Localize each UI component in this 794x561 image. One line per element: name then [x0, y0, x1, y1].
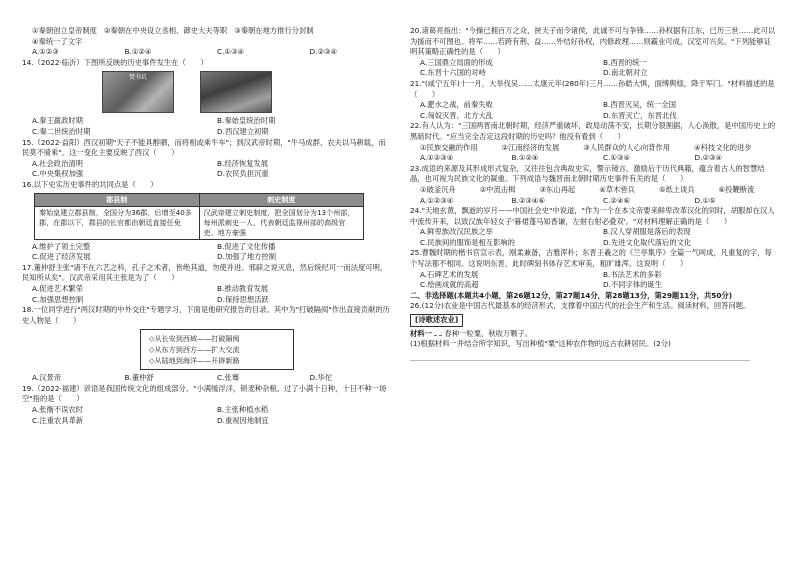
q17-stem: 17.董仲舒主张"诸不在六艺之科，孔子之术者，皆绝其道，勿使并进。邪辟之说灭息，然后统纪可一而法度可明，民知所从矣"。汉武帝采用其主张是为了（ ）	[22, 262, 388, 283]
option-d[interactable]: D.先进文化取代落后的文化	[603, 237, 692, 247]
q14-photo-2	[200, 71, 272, 113]
q20-options	[410, 58, 776, 79]
option-b[interactable]: B.①②④	[511, 153, 539, 163]
option-d[interactable]: D.②③④	[309, 47, 338, 57]
option-a[interactable]: A.石碑艺术的发展	[420, 269, 479, 279]
option-a[interactable]: A.①②③④	[420, 153, 454, 163]
option-a[interactable]: A.张衡不误农时	[32, 405, 83, 415]
option-d[interactable]: D.华佗	[309, 373, 333, 383]
option-b[interactable]: B.经济恢复发展	[217, 158, 269, 168]
q22-options	[410, 153, 776, 164]
question-20	[410, 26, 776, 79]
option-b[interactable]: B.董仲舒	[124, 373, 154, 383]
option-c[interactable]: C.匈奴灭晋，北方大乱	[420, 110, 494, 120]
option-c[interactable]: C.加强思想控制	[32, 294, 84, 304]
option-b[interactable]: B.促进了文化传播	[217, 241, 276, 251]
q19-options	[22, 405, 392, 426]
option-a[interactable]: A.维护了领土完整	[32, 241, 91, 251]
q26-subquestion-1: (1)根据材料一并结合所学知识，写出种植"粟"这种农作物的远古农耕居民。(2分)	[410, 339, 671, 349]
option-a[interactable]: A.①②③④	[420, 195, 454, 205]
option-a[interactable]: A.鲜卑族改汉民族之举	[420, 227, 493, 237]
idiom-item: ③东山再起	[539, 184, 576, 194]
option-b[interactable]: B.西晋的统一	[603, 57, 647, 67]
q16-table	[34, 193, 364, 240]
option-c[interactable]: C.绘画成就的高超	[420, 280, 479, 290]
q21-options	[410, 100, 776, 121]
question-26	[410, 301, 776, 360]
option-a[interactable]: A.淝水之战，前秦失败	[420, 100, 493, 110]
question-24	[410, 206, 776, 248]
option-a[interactable]: A.社会政治清明	[32, 158, 83, 168]
q13-statements-line2: ④秦统一了文字	[32, 36, 83, 46]
statement-item: ④科技文化的进步	[694, 142, 752, 152]
q13-statements-line1: ①秦朝创立皇帝制度 ②秦朝在中央设立丞相、御史大夫等职 ③秦朝在地方推行分封制	[32, 26, 314, 35]
q17-options	[22, 284, 392, 305]
statement-item: ②江南经济的发展	[501, 142, 560, 152]
option-d[interactable]: D.西汉建立初期	[217, 126, 269, 136]
question-17	[22, 263, 392, 305]
option-b[interactable]: B.秦始皇统治时期	[217, 116, 276, 126]
option-d[interactable]: D.东晋灭亡，东晋北伐	[603, 110, 677, 120]
q14-options	[22, 116, 392, 137]
q26-stem: 26.(12分)农业是中国古代最基本的经济形式，支撑着中国古代的社会生产和生活。阅读材料，回答问题。	[410, 301, 751, 311]
option-a[interactable]: A.三国鼎立局面的形成	[420, 57, 493, 67]
question-18	[22, 305, 392, 384]
q25-options	[410, 270, 776, 291]
q26-material	[410, 329, 776, 340]
question-23	[410, 164, 776, 206]
option-c[interactable]: C.注重农具革新	[32, 415, 84, 425]
option-b[interactable]: B.②③④⑥	[511, 195, 545, 205]
question-22	[410, 121, 776, 163]
option-a[interactable]: A.①②③	[32, 47, 59, 57]
question-19	[22, 384, 392, 426]
material-label: 材料一	[410, 328, 432, 338]
left-column	[22, 26, 392, 426]
option-b[interactable]: B.①②④	[124, 47, 152, 57]
option-c[interactable]: C.民族间的服饰是相互影响的	[420, 237, 515, 247]
q20-stem: 20.诸葛亮指出："今操已拥百万之众，挟天子而令诸侯，此诚不可与争锋……孙权据有江东，已历三世……此可以为援而不可图也。将军……若跨有荆、益……外结好孙权，内修政理……则霸业可成，汉室可兴矣。"下列能够证明其策略正确性的是（ ）	[410, 26, 776, 57]
contents-item: ◇从东方到西方——扩大交流	[149, 345, 240, 355]
option-c[interactable]: C.促进了经济发展	[32, 252, 91, 262]
q15-options	[22, 159, 392, 180]
idiom-item: ④草木皆兵	[599, 184, 635, 194]
option-d[interactable]: D.农民负担沉重	[217, 169, 269, 179]
question-21	[410, 79, 776, 121]
q22-statements	[410, 143, 776, 154]
table-header-cell: 刺史制度	[199, 193, 364, 206]
q18-contents-box	[140, 329, 294, 370]
question-13-tail	[22, 26, 392, 58]
q25-stem: 25.曹魏时期的楷书官宣示表，刚柔兼备，古雅浑朴；东晋王羲之的《兰亭集序》全篇一气呵成，凡重复的字，每个写法都不相同。这说明东晋，此时碑刻书体存艺术审美，粗旷雄浑。这说明（ ）	[410, 248, 772, 269]
q24-stem: 24."天地玄黄，飘逝的岁月——中国社会史"中说道，"作为一个在本文帝要来鲜卑改革汉化的同时，胡服却在汉人中流传开来，以致汉族年轻女子'暮裙蓬马知香谦，左射右射必叠双'。"对材料理解正确的是（ ）	[410, 206, 775, 226]
q22-stem: 22.有人认为："三国两晋南北朝时期，经济严重破坏，政局动荡不安，长期分裂割据，人心涣散，是中国历史上的黑暗时代。"应当完全否定这段时期的历史吗？他没有看到（ ）	[410, 121, 776, 141]
option-c[interactable]: C.张骞	[217, 373, 240, 383]
q15-stem: 15.（2022·益阳）西汉初期"天子不能具醇驷，而将相或乘牛车"；到汉武帝时期，"牛马成群，农夫以马耕载，而民莫不骑乘"。这一变化主要反映了西汉（ ）	[22, 137, 386, 158]
contents-item: ◇从长安到西域——打破隔阂	[149, 334, 240, 344]
option-a[interactable]: A.促进艺术繁荣	[32, 283, 83, 293]
option-d[interactable]: D.①⑤	[694, 195, 716, 205]
table-cell: 秦始皇建立郡县制，全国分为36郡，后增至40多郡，在郡以下，郡县的长官都由朝廷直接任免	[35, 206, 200, 239]
q24-options	[410, 227, 776, 248]
option-d[interactable]: D.重视因地制宜	[217, 415, 269, 425]
option-d[interactable]: D.加强了地方控制	[217, 252, 277, 262]
option-b[interactable]: B.西晋灭吴，统一全国	[603, 100, 676, 110]
question-25	[410, 248, 776, 290]
q14-stem: 14.（2022·临沂）下图所反映的历史事件发生在（ ）	[22, 57, 208, 67]
option-a[interactable]: A.汉景帝	[32, 373, 62, 383]
q16-stem: 16.以下史实历史事件的共同点是（ ）	[22, 179, 158, 189]
q23-stem: 23.成语的来源及其形成形式复杂，又往往包含典故史实，警示镜言，激励后于历代典籍，蕴含着古人的智慧结晶，也可视为民族文化的凝重。下列成语与魏晋南北朝时期历史事件有关的是（ ）	[410, 163, 765, 184]
q18-stem: 18.一位同学进行"两汉时期的中外交往"专题学习，下面是他研究报告的目录。其中为"打破隔阂"作出直接贡献的历史人物是（ ）	[22, 305, 390, 325]
statement-item: ③人民群众的人心向背作用	[583, 142, 671, 152]
option-c[interactable]: C.②④⑥	[603, 195, 631, 205]
idiom-item: ⑤纸上谈兵	[658, 184, 695, 194]
idiom-item: ⑥投鞭断流	[718, 184, 755, 194]
table-header-cell: 郡县制	[35, 193, 200, 206]
option-b[interactable]: B.主张种植水稻	[217, 405, 269, 415]
question-15	[22, 138, 392, 180]
option-c[interactable]: C.①③④	[603, 153, 631, 163]
answer-line[interactable]	[410, 350, 750, 361]
right-column	[410, 26, 776, 361]
q14-photo-1: 焚书坑	[102, 71, 174, 113]
idiom-item: ①破釜沉舟	[420, 184, 456, 194]
option-d[interactable]: D.南北朝对立	[603, 68, 648, 78]
statement-item: ①民族交融的作用	[420, 142, 478, 152]
option-d[interactable]: D.保持思想活跃	[217, 294, 269, 304]
q23-idioms	[410, 185, 776, 196]
option-d[interactable]: D.不同字体的诞生	[603, 280, 663, 290]
q19-stem: 19.（2022·福建）谚语是我国传统文化的组成部分。"小满缓浮洋，锁麦种杂粮。过了小满十日种，十日不种一场空"指的是（ ）	[22, 383, 387, 404]
q23-options	[410, 196, 776, 207]
q18-options	[22, 373, 392, 384]
material-dash	[434, 335, 442, 336]
q26-topic-tag: [诗歌述农业]	[410, 314, 463, 327]
option-c[interactable]: C.①③④	[217, 47, 245, 57]
section-heading-nonchoice: 二、非选择题(本题共4小题，第26题12分，第27题14分，第28题13分，第29题11分，共50分)	[410, 290, 733, 300]
idiom-item: ②中流击楫	[479, 184, 516, 194]
option-b[interactable]: B.书法艺术的多彩	[603, 269, 662, 279]
material-text: 春种一粒粟，秋收万颗子。	[444, 328, 533, 338]
q21-stem: 21."(咸宁五年)十一月，大举伐吴……太康元年(280年)三月……孙皓大惧，面缚舆榇，降于军门。"材料描述的是（ ）	[410, 78, 775, 99]
option-b[interactable]: B.汉人穿胡服是落后的表现	[603, 227, 691, 237]
question-14	[22, 58, 392, 138]
option-c[interactable]: C.东晋十六国的对峙	[420, 68, 486, 78]
option-c[interactable]: C.中央集权加强	[32, 169, 84, 179]
option-c[interactable]: C.秦二世统治时期	[32, 126, 91, 136]
table-cell: 汉武帝建立刺史制度，把全国划分为13个州部，每州派刺史一人，代表朝廷监视州部的高级官吏、地方豪强	[199, 206, 364, 239]
q16-options	[22, 242, 392, 263]
option-d[interactable]: D.②③④	[694, 153, 723, 163]
table-header-row	[35, 193, 364, 206]
option-a[interactable]: A.秦王嬴政时期	[32, 116, 83, 126]
q13-options	[22, 47, 392, 58]
question-16	[22, 180, 392, 263]
contents-item: ◇从陆地到海洋——开辟新路	[149, 356, 240, 366]
q14-images	[102, 71, 392, 113]
table-row	[35, 206, 364, 239]
option-b[interactable]: B.推动教育发展	[217, 283, 269, 293]
